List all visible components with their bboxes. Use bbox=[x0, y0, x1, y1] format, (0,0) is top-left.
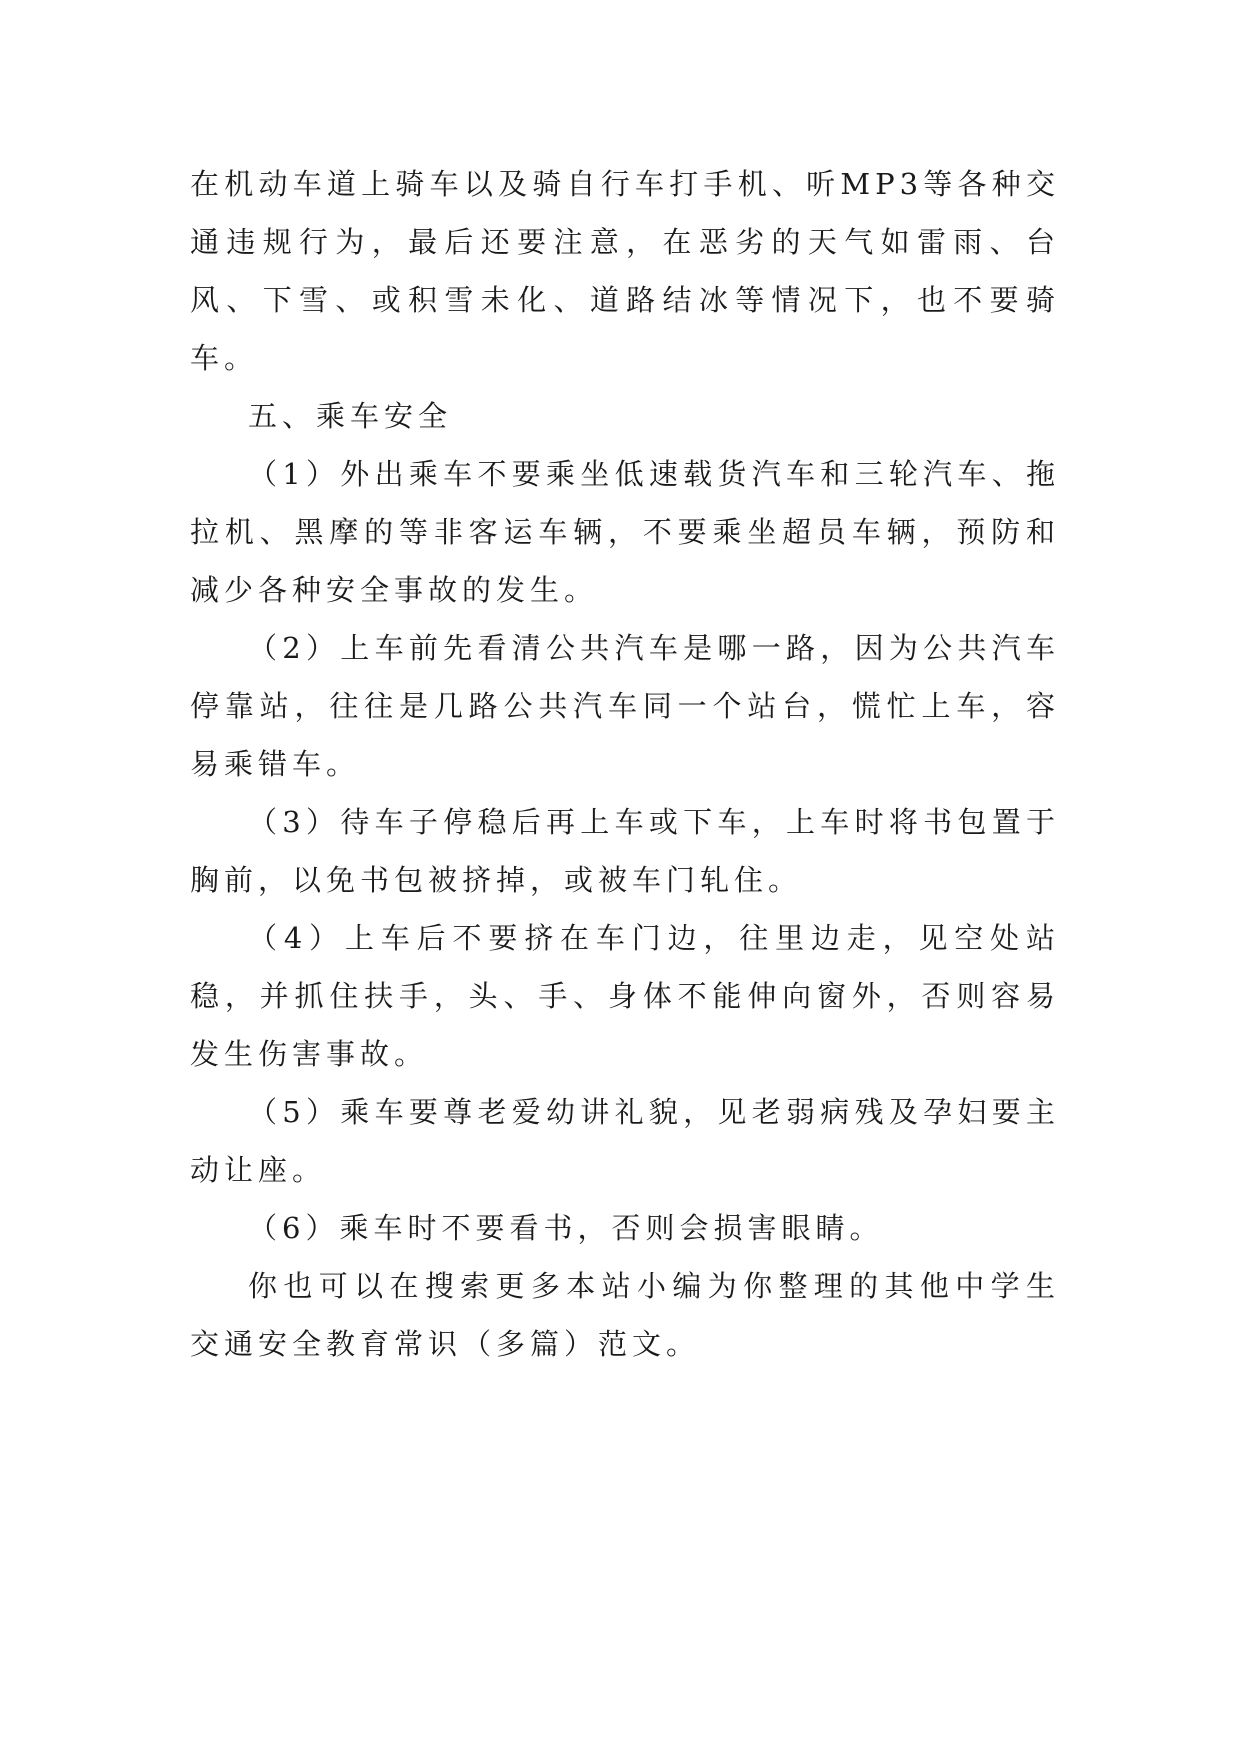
paragraph-item-1: （1）外出乘车不要乘坐低速载货汽车和三轮汽车、拖拉机、黑摩的等非客运车辆，不要乘坐超员车辆，预防和减少各种安全事故的发生。 bbox=[190, 457, 1060, 607]
paragraph-item-4: （4）上车后不要挤在车门边，往里边走，见空处站稳，并抓住扶手，头、手、身体不能伸向窗外，否则容易发生伤害事故。 bbox=[190, 921, 1060, 1071]
paragraph-closing-note: 你也可以在搜索更多本站小编为你整理的其他中学生交通安全教育常识（多篇）范文。 bbox=[190, 1269, 1060, 1361]
paragraph-item-5: （5）乘车要尊老爱幼讲礼貌，见老弱病残及孕妇要主动让座。 bbox=[190, 1095, 1060, 1187]
paragraph-item-6: （6）乘车时不要看书，否则会损害眼睛。 bbox=[248, 1211, 884, 1245]
paragraph-item-3: （3）待车子停稳后再上车或下车，上车时将书包置于胸前，以免书包被挤掉，或被车门轧住。 bbox=[190, 805, 1060, 897]
paragraph-cycling-violations: 在机动车道上骑车以及骑自行车打手机、听MP3等各种交通违规行为，最后还要注意，在恶劣的天气如雷雨、台风、下雪、或积雪未化、道路结冰等情况下，也不要骑车。 bbox=[190, 167, 1060, 375]
section-heading-ride-safety: 五、乘车安全 bbox=[248, 399, 453, 433]
paragraph-item-2: （2）上车前先看清公共汽车是哪一路，因为公共汽车停靠站，往往是几路公共汽车同一个站台，慌忙上车，容易乘错车。 bbox=[190, 631, 1060, 781]
document-body bbox=[190, 155, 1060, 1373]
